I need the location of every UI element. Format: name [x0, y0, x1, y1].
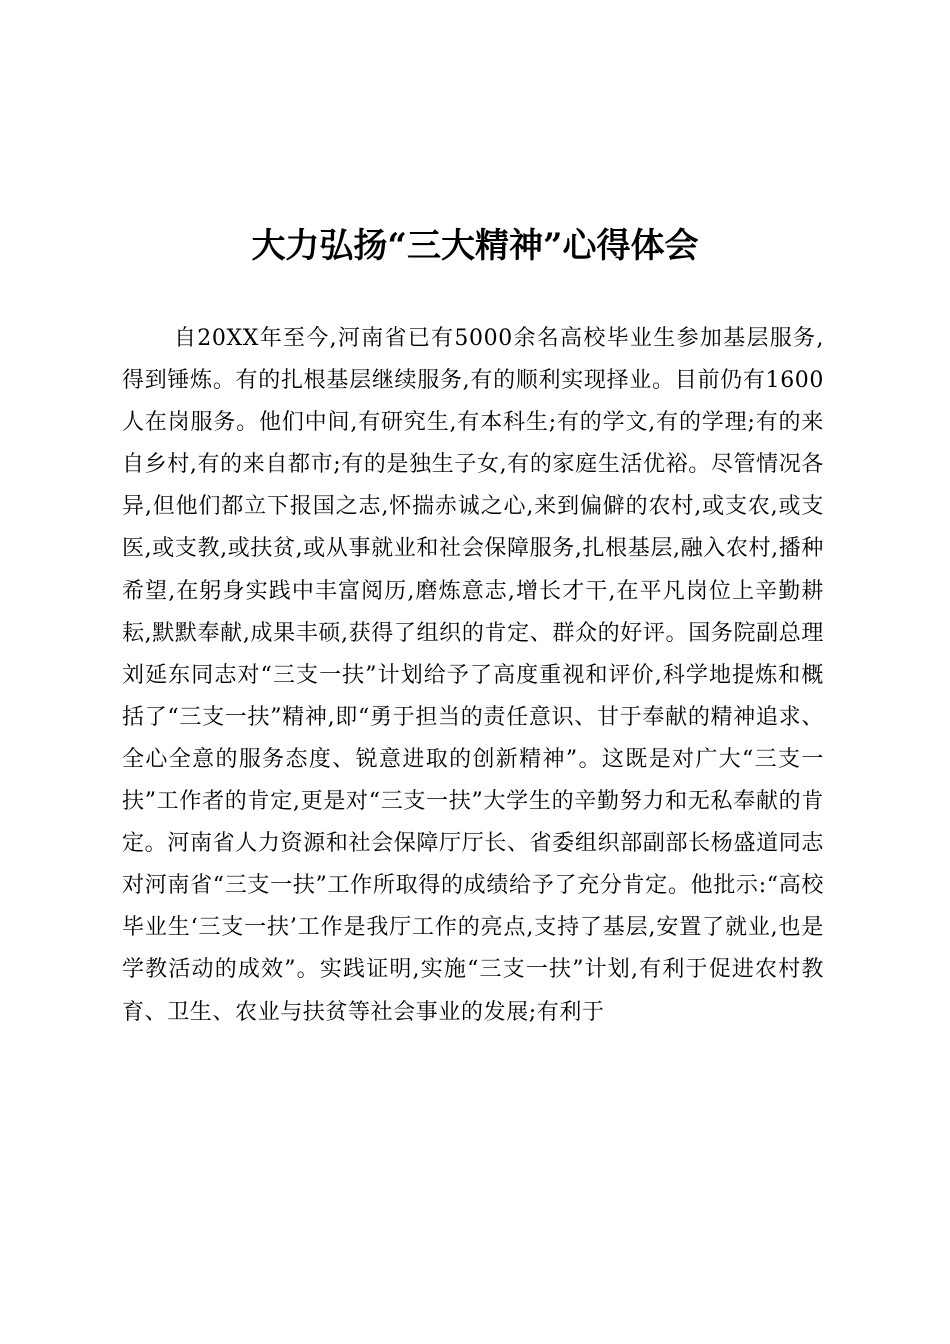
body-paragraph: 自20XX年至今,河南省已有5000余名高校毕业生参加基层服务,得到锤炼。有的扎根基层继续服务,有的顺利实现择业。目前仍有1600人在岗服务。他们中间,有研究生,有本科生;有的学文,有的学理;有的来自乡村,有的来自都市;有的是独生子女,有的家庭生活优裕。尽管情况各异,但他们都立下报国之志,怀揣赤诚之心,来到偏僻的农村,或支农,或支医,或支教,或扶贫,或从事就业和社会保障服务,扎根基层,融入农村,播种希望,在躬身实践中丰富阅历,磨炼意志,增长才干,在平凡岗位上辛勤耕耘,默默奉献,成果丰硕,获得了组织的肯定、群众的好评。国务院副总理刘延东同志对“三支一扶”计划给予了高度重视和评价,科学地提炼和概括了“三支一扶”精神,即“勇于担当的责任意识、甘于奉献的精神追求、全心全意的服务态度、锐意进取的创新精神”。这既是对广大“三支一扶”工作者的肯定,更是对“三支一扶”大学生的辛勤努力和无私奉献的肯定。河南省人力资源和社会保障厅厅长、省委组织部副部长杨盛道同志对河南省“三支一扶”工作所取得的成绩给予了充分肯定。他批示:“高校毕业生‘三支一扶’工作是我厅工作的亮点,支持了基层,安置了就业,也是学教活动的成效”。实践证明,实施“三支一扶”计划,有利于促进农村教育、卫生、农业与扶贫等社会事业的发展;有利于	[122, 326, 824, 1025]
document-title: 大力弘扬“三大精神”心得体会	[251, 226, 699, 266]
